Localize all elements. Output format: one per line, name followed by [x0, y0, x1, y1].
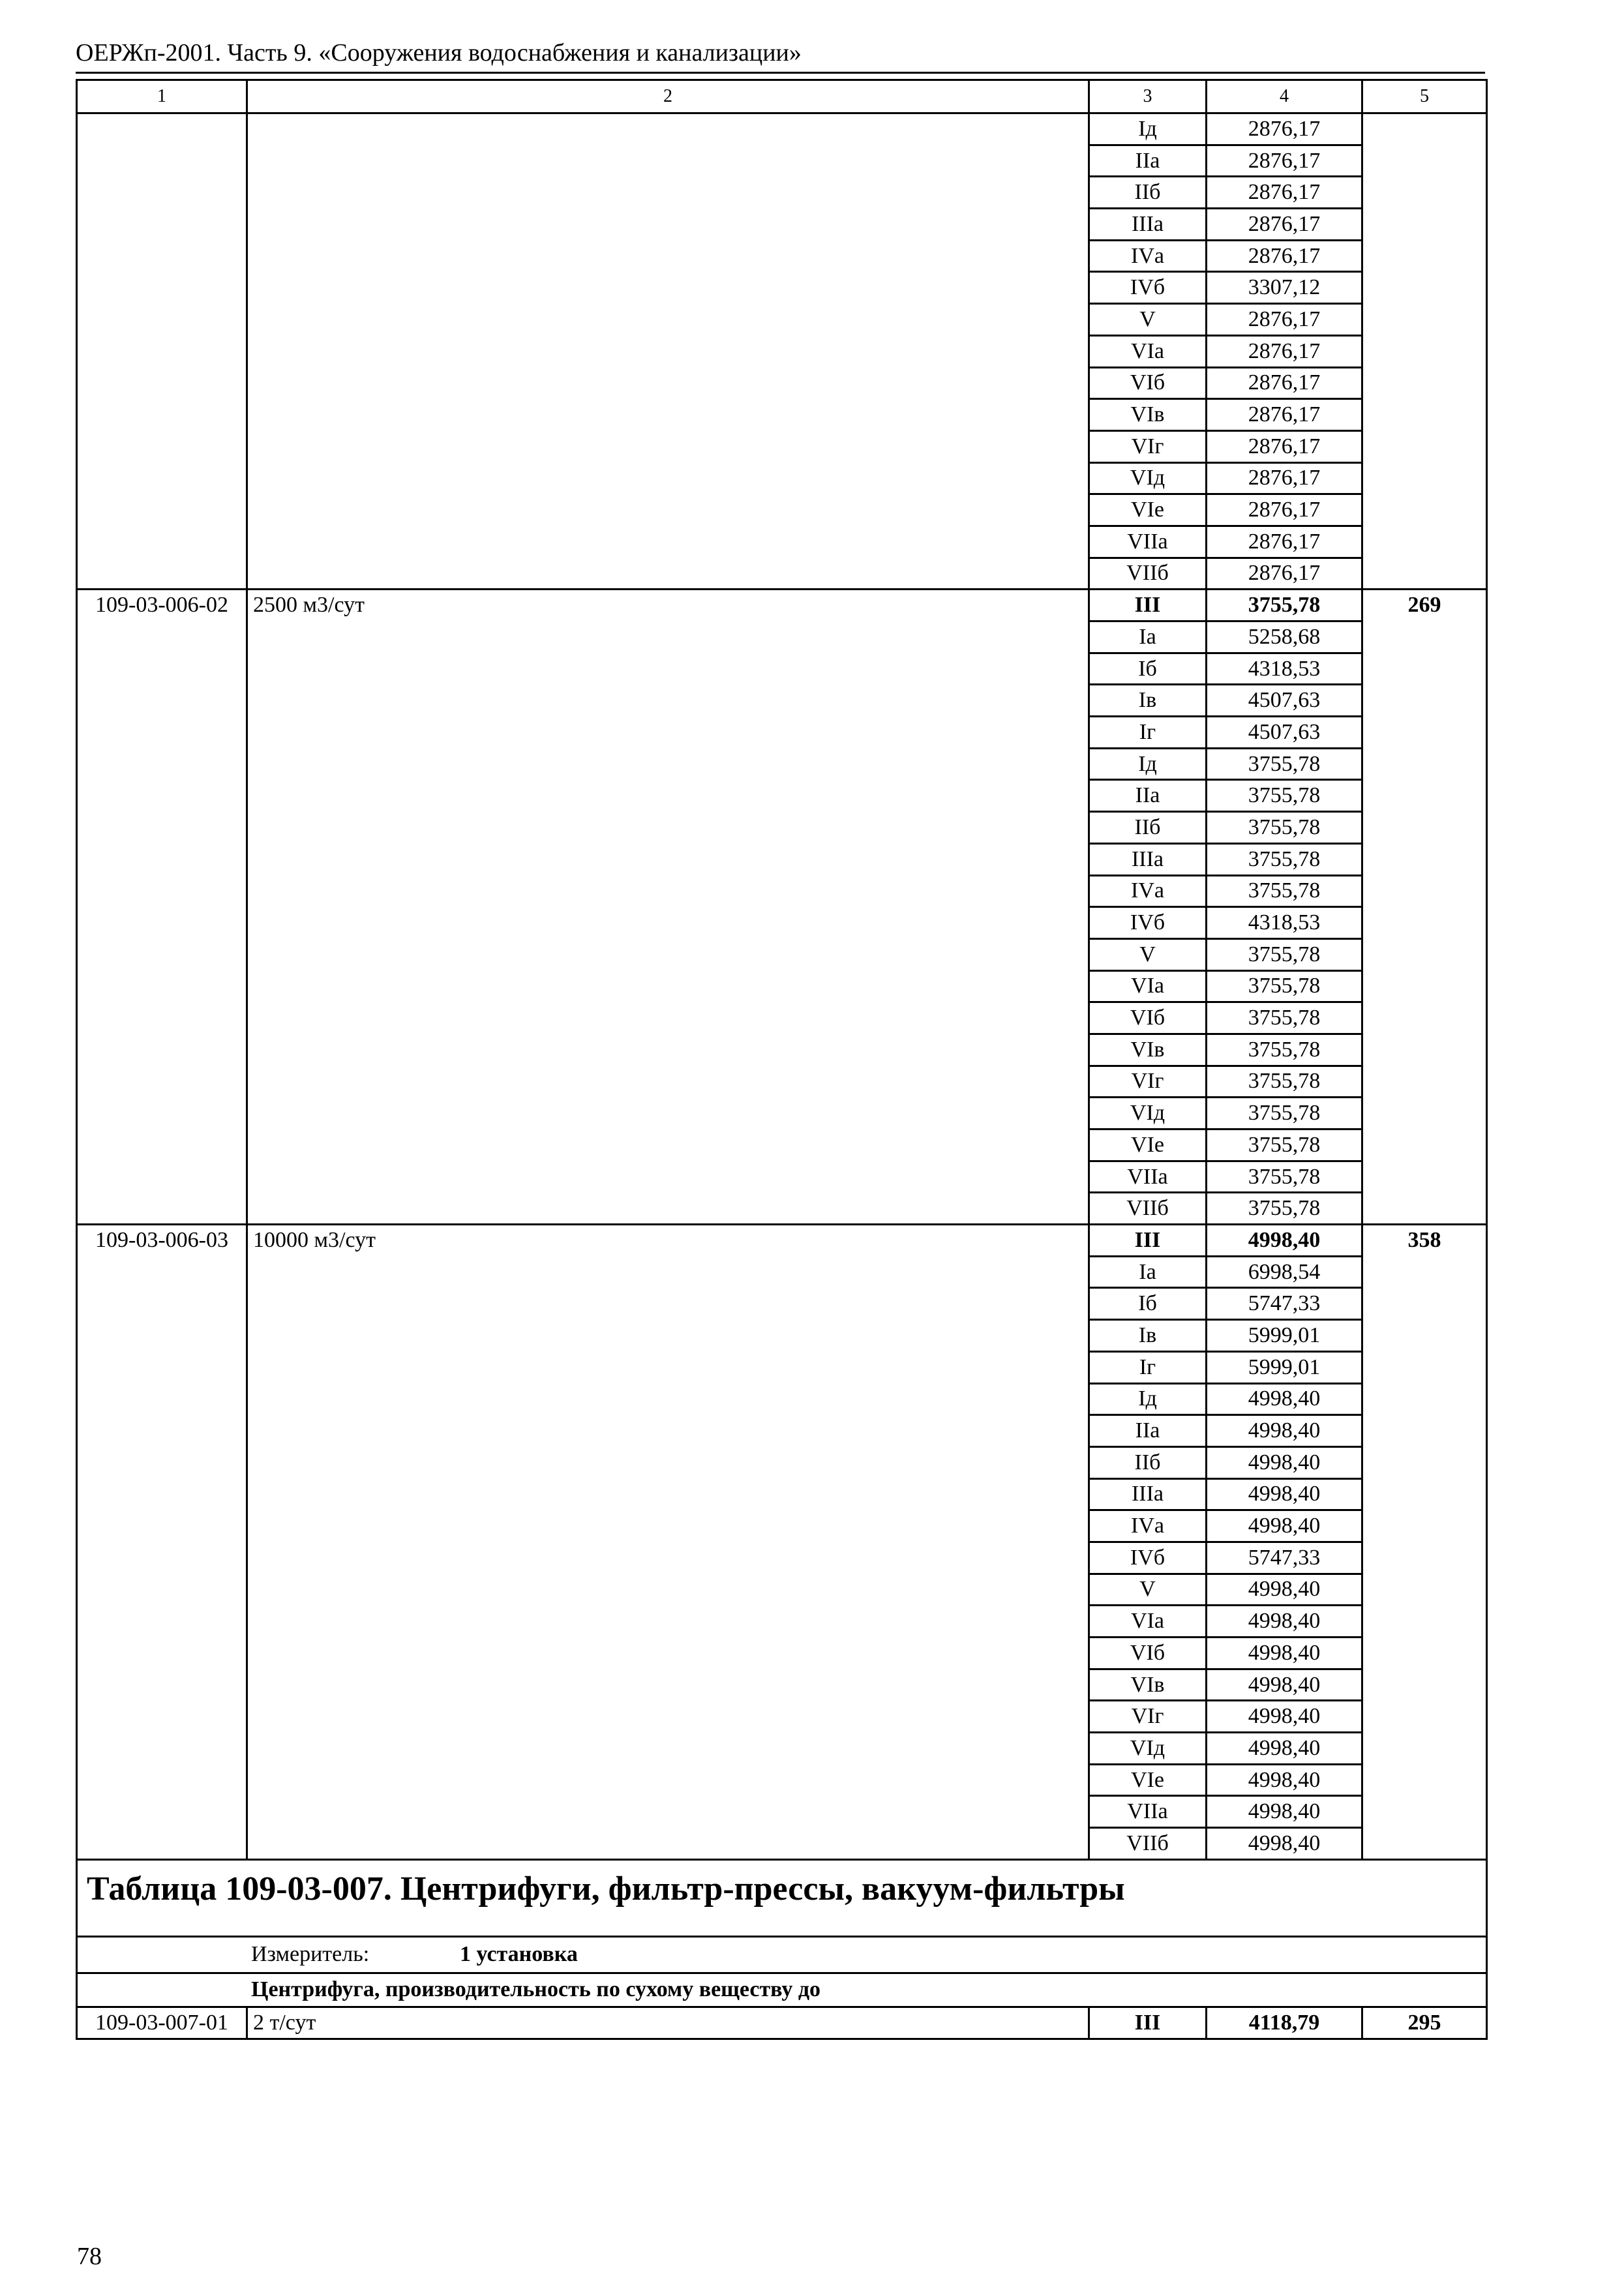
zone-cell: Iг: [1089, 1351, 1207, 1383]
value-cell: 2876,17: [1207, 209, 1362, 241]
value-cell: 5999,01: [1207, 1320, 1362, 1352]
zone-cell: VIIб: [1089, 558, 1207, 590]
zone-cell: VIа: [1089, 1606, 1207, 1638]
zone-cell: VIIа: [1089, 1161, 1207, 1193]
zone-cell: V: [1089, 938, 1207, 970]
zone-cell: VIа: [1089, 970, 1207, 1002]
zone-cell: Iв: [1089, 1320, 1207, 1352]
value-cell: 3755,78: [1207, 1193, 1362, 1225]
value-cell: 5999,01: [1207, 1351, 1362, 1383]
zone-cell: IIб: [1089, 177, 1207, 209]
zone-cell: IVб: [1089, 907, 1207, 939]
name-cell: 2500 м3/сут: [247, 590, 1089, 1225]
value-cell: 3755,78: [1207, 970, 1362, 1002]
zone-cell: IIб: [1089, 1446, 1207, 1478]
col5-cell: [1362, 113, 1487, 590]
zone-cell: Iб: [1089, 1288, 1207, 1320]
value-cell: 2876,17: [1207, 177, 1362, 209]
zone-cell: Iб: [1089, 653, 1207, 685]
zone-cell: VIе: [1089, 494, 1207, 526]
zone-cell: VIв: [1089, 1669, 1207, 1701]
value-cell: 2876,17: [1207, 399, 1362, 431]
value-cell: 4998,40: [1207, 1638, 1362, 1669]
column-number-row: [77, 80, 1487, 113]
zone-cell: IVб: [1089, 272, 1207, 304]
name-cell: 10000 м3/сут: [247, 1225, 1089, 1860]
zone-cell: VIг: [1089, 1701, 1207, 1733]
zone-cell: Iг: [1089, 717, 1207, 749]
value-cell: 2876,17: [1207, 367, 1362, 399]
meter-label: Измеритель:: [251, 1942, 370, 1967]
value-cell: 3755,78: [1207, 938, 1362, 970]
zone-cell: VIг: [1089, 1066, 1207, 1098]
value-cell: 2876,17: [1207, 304, 1362, 336]
value-cell: 3755,78: [1207, 1130, 1362, 1161]
zone-cell: VIб: [1089, 1002, 1207, 1034]
zone-cell: VIе: [1089, 1764, 1207, 1796]
zone-cell: Iа: [1089, 621, 1207, 653]
zone-cell: IVб: [1089, 1542, 1207, 1574]
column-number: 3: [1089, 80, 1207, 113]
zone-cell: VIIб: [1089, 1193, 1207, 1225]
value-cell: 5747,33: [1207, 1542, 1362, 1574]
value-cell: 4998,40: [1207, 1828, 1362, 1860]
table-row: [77, 2007, 1487, 2039]
value-cell: 4998,40: [1207, 1478, 1362, 1510]
value-cell: 3755,78: [1207, 812, 1362, 844]
rates-table: [76, 79, 1488, 2040]
table-title: Таблица 109-03-007. Центрифуги, фильтр-прессы, вакуум-фильтры: [87, 1870, 1125, 1908]
column-number: 4: [1207, 80, 1362, 113]
zone-cell: III: [1089, 2007, 1207, 2039]
zone-cell: Iд: [1089, 1383, 1207, 1415]
value-cell: 4318,53: [1207, 907, 1362, 939]
value-cell: 4318,53: [1207, 653, 1362, 685]
value-cell: 2876,17: [1207, 526, 1362, 558]
zone-cell: VIд: [1089, 1098, 1207, 1130]
page-header-title: ОЕРЖп-2001. Часть 9. «Сооружения водоснабжения и канализации»: [76, 39, 802, 67]
zone-cell: VIд: [1089, 462, 1207, 494]
zone-cell: IVа: [1089, 875, 1207, 907]
value-cell: 4998,40: [1207, 1446, 1362, 1478]
value-cell: 2876,17: [1207, 494, 1362, 526]
code-cell: 109-03-006-02: [77, 590, 247, 1225]
zone-cell: IIа: [1089, 1415, 1207, 1447]
zone-cell: V: [1089, 1574, 1207, 1606]
value-cell: 2876,17: [1207, 145, 1362, 177]
zone-cell: VIIа: [1089, 1796, 1207, 1828]
value-cell: 3755,78: [1207, 590, 1362, 621]
value-cell: 4998,40: [1207, 1606, 1362, 1638]
value-cell: 2876,17: [1207, 430, 1362, 462]
header-rule: [76, 72, 1485, 74]
zone-cell: Iд: [1089, 113, 1207, 145]
table-row: [77, 590, 1487, 621]
value-cell: 4507,63: [1207, 685, 1362, 717]
zone-cell: VIв: [1089, 1034, 1207, 1066]
meter-cell: [77, 1936, 1487, 1973]
zone-cell: VIе: [1089, 1130, 1207, 1161]
zone-cell: VIа: [1089, 335, 1207, 367]
zone-cell: III: [1089, 1225, 1207, 1257]
rates-table-body: [77, 80, 1487, 2039]
col5-cell: 358: [1362, 1225, 1487, 1860]
name-cell: [247, 113, 1089, 590]
value-cell: 6998,54: [1207, 1256, 1362, 1288]
meter-row: [77, 1936, 1487, 1973]
table-row: [77, 113, 1487, 145]
value-cell: 2876,17: [1207, 558, 1362, 590]
zone-cell: V: [1089, 304, 1207, 336]
code-cell: 109-03-006-03: [77, 1225, 247, 1860]
value-cell: 3755,78: [1207, 1034, 1362, 1066]
value-cell: 4998,40: [1207, 1510, 1362, 1542]
value-cell: 4118,79: [1207, 2007, 1362, 2039]
value-cell: 4998,40: [1207, 1574, 1362, 1606]
value-cell: 3755,78: [1207, 1066, 1362, 1098]
value-cell: 4998,40: [1207, 1733, 1362, 1765]
zone-cell: VIг: [1089, 430, 1207, 462]
value-cell: 3307,12: [1207, 272, 1362, 304]
value-cell: 3755,78: [1207, 1098, 1362, 1130]
value-cell: 4998,40: [1207, 1383, 1362, 1415]
zone-cell: VIб: [1089, 1638, 1207, 1669]
zone-cell: IVа: [1089, 1510, 1207, 1542]
zone-cell: IIIа: [1089, 843, 1207, 875]
zone-cell: IIIа: [1089, 209, 1207, 241]
value-cell: 3755,78: [1207, 780, 1362, 812]
value-cell: 3755,78: [1207, 748, 1362, 780]
zone-cell: IIа: [1089, 145, 1207, 177]
value-cell: 4998,40: [1207, 1701, 1362, 1733]
zone-cell: III: [1089, 590, 1207, 621]
subheading-row: [77, 1973, 1487, 2007]
value-cell: 3755,78: [1207, 875, 1362, 907]
value-cell: 3755,78: [1207, 843, 1362, 875]
subheading: Центрифуга, производительность по сухому веществу до: [77, 1973, 1487, 2007]
value-cell: 2876,17: [1207, 462, 1362, 494]
zone-cell: IIа: [1089, 780, 1207, 812]
value-cell: 4998,40: [1207, 1225, 1362, 1257]
value-cell: 5258,68: [1207, 621, 1362, 653]
zone-cell: VIIб: [1089, 1828, 1207, 1860]
zone-cell: VIб: [1089, 367, 1207, 399]
value-cell: 2876,17: [1207, 240, 1362, 272]
value-cell: 5747,33: [1207, 1288, 1362, 1320]
zone-cell: IVа: [1089, 240, 1207, 272]
value-cell: 3755,78: [1207, 1002, 1362, 1034]
code-cell: [77, 113, 247, 590]
zone-cell: Iа: [1089, 1256, 1207, 1288]
value-cell: 2876,17: [1207, 335, 1362, 367]
col5-cell: 269: [1362, 590, 1487, 1225]
value-cell: 4998,40: [1207, 1764, 1362, 1796]
table-title-cell: [77, 1859, 1487, 1936]
value-cell: 2876,17: [1207, 113, 1362, 145]
zone-cell: VIIа: [1089, 526, 1207, 558]
page-number: 78: [77, 2243, 102, 2270]
zone-cell: Iд: [1089, 748, 1207, 780]
zone-cell: IIб: [1089, 812, 1207, 844]
column-number: 5: [1362, 80, 1487, 113]
code-cell: 109-03-007-01: [77, 2007, 247, 2039]
column-number: 1: [77, 80, 247, 113]
table-row: [77, 1225, 1487, 1257]
zone-cell: VIв: [1089, 399, 1207, 431]
value-cell: 3755,78: [1207, 1161, 1362, 1193]
col5-cell: 295: [1362, 2007, 1487, 2039]
zone-cell: IIIа: [1089, 1478, 1207, 1510]
value-cell: 4998,40: [1207, 1669, 1362, 1701]
zone-cell: VIд: [1089, 1733, 1207, 1765]
value-cell: 4507,63: [1207, 717, 1362, 749]
name-cell: 2 т/сут: [247, 2007, 1089, 2039]
table-title-row: [77, 1859, 1487, 1936]
zone-cell: Iв: [1089, 685, 1207, 717]
meter-value: 1 установка: [460, 1942, 578, 1967]
column-number: 2: [247, 80, 1089, 113]
value-cell: 4998,40: [1207, 1415, 1362, 1447]
value-cell: 4998,40: [1207, 1796, 1362, 1828]
